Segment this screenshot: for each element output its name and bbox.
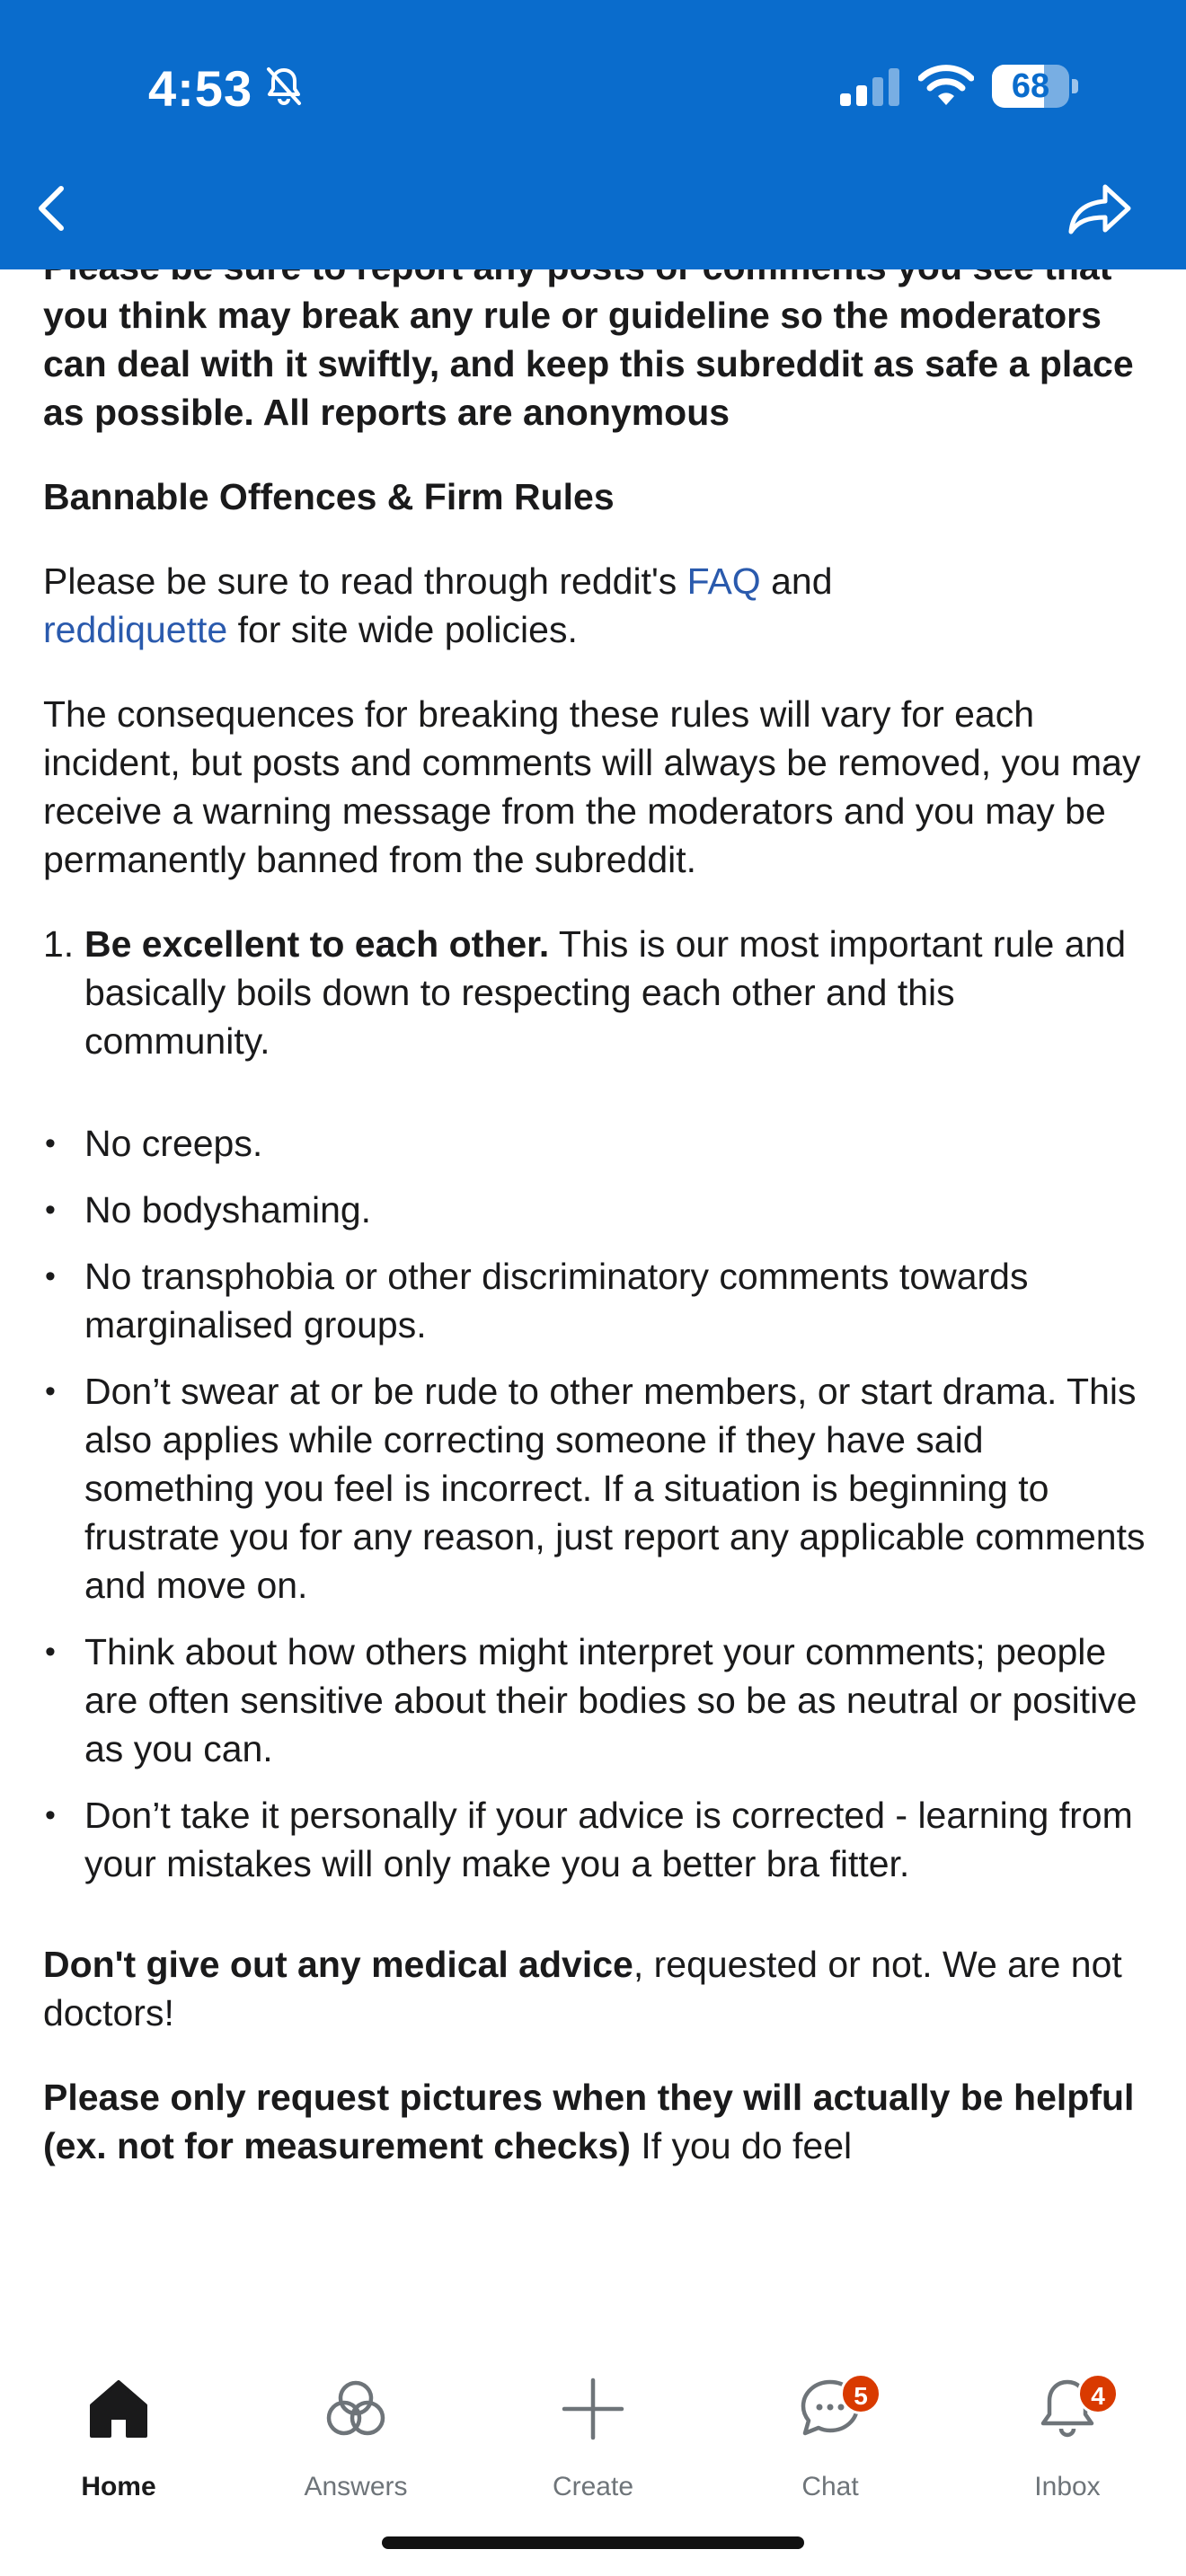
list-item: • No transphobia or other discriminatory comments towards marginalised groups. bbox=[43, 1252, 1148, 1349]
section-heading: Bannable Offences & Firm Rules bbox=[43, 476, 615, 517]
chevron-left-icon[interactable] bbox=[27, 180, 77, 237]
read-policies-paragraph: Please be sure to read through reddit's FAQ and reddiquette for site wide policies. bbox=[43, 560, 833, 650]
rules-list bbox=[43, 920, 1148, 1065]
wifi-icon bbox=[918, 63, 974, 108]
tab-chat[interactable]: 5 Chat bbox=[712, 2373, 949, 2508]
rule-item: 1. Be excellent to each other. This is our most important rule and basically boils down to respecting each other and this community. bbox=[43, 923, 1127, 1062]
pictures-paragraph: Please only request pictures when they will actually be helpful (ex. not for measurement checks) If you do feel bbox=[43, 2077, 1135, 2166]
answers-icon bbox=[320, 2373, 392, 2445]
bell-slash-icon bbox=[262, 65, 305, 108]
rule-description: This is our most important rule and basically boils down to respecting each other and this community. bbox=[84, 923, 1127, 1062]
list-item: • No creeps. bbox=[43, 1119, 1148, 1168]
list-item: • Don’t swear at or be rude to other members, or start drama. This also applies while correcting someone if they have said something you feel is incorrect. If a situation is beginning to frustrate you for any reason, just report any applicable comments and move on. bbox=[43, 1367, 1148, 1610]
rule-title: Be excellent to each other. bbox=[84, 923, 550, 965]
battery-percent: 68 bbox=[1011, 67, 1050, 105]
tab-create[interactable]: Create bbox=[474, 2373, 712, 2508]
faq-link[interactable]: FAQ bbox=[686, 560, 761, 602]
inbox-badge: 4 bbox=[1077, 2373, 1119, 2414]
reddiquette-link[interactable]: reddiquette bbox=[43, 609, 228, 650]
list-item: • Think about how others might interpret your comments; people are often sensitive about their bodies so be as neutral or positive as you can. bbox=[43, 1628, 1148, 1773]
home-indicator bbox=[382, 2536, 804, 2549]
app-header bbox=[0, 0, 1186, 269]
cellular-signal-icon bbox=[840, 68, 901, 106]
list-item: • No bodyshaming. bbox=[43, 1186, 1148, 1234]
medical-advice-paragraph: Don't give out any medical advice, requested or not. We are not doctors! bbox=[43, 1944, 1122, 2033]
report-notice: you think may break any rule or guideline so the moderators can deal with it swiftly, and keep this subreddit as safe a place as possible. All reports are anonymous bbox=[43, 295, 1134, 433]
tab-home[interactable]: Home bbox=[0, 2373, 237, 2508]
home-icon bbox=[83, 2373, 155, 2445]
chat-badge: 5 bbox=[840, 2373, 881, 2414]
battery-icon bbox=[992, 65, 1078, 108]
subreddit-rules-content bbox=[43, 243, 1148, 2206]
share-arrow-icon[interactable] bbox=[1066, 180, 1134, 237]
consequences-paragraph: The consequences for breaking these rules will vary for each incident, but posts and comments will always be removed, you may receive a warning message from the moderators and you may be permanently banned from the subreddit. bbox=[43, 693, 1141, 880]
subrules-list bbox=[43, 1119, 1148, 1888]
tab-answers[interactable]: Answers bbox=[237, 2373, 474, 2508]
status-time: 4:53 bbox=[148, 60, 253, 117]
tab-inbox[interactable]: 4 Inbox bbox=[949, 2373, 1186, 2508]
plus-icon bbox=[557, 2373, 629, 2445]
list-item: • Don’t take it personally if your advice is corrected - learning from your mistakes will only make you a better bra fitter. bbox=[43, 1791, 1148, 1888]
